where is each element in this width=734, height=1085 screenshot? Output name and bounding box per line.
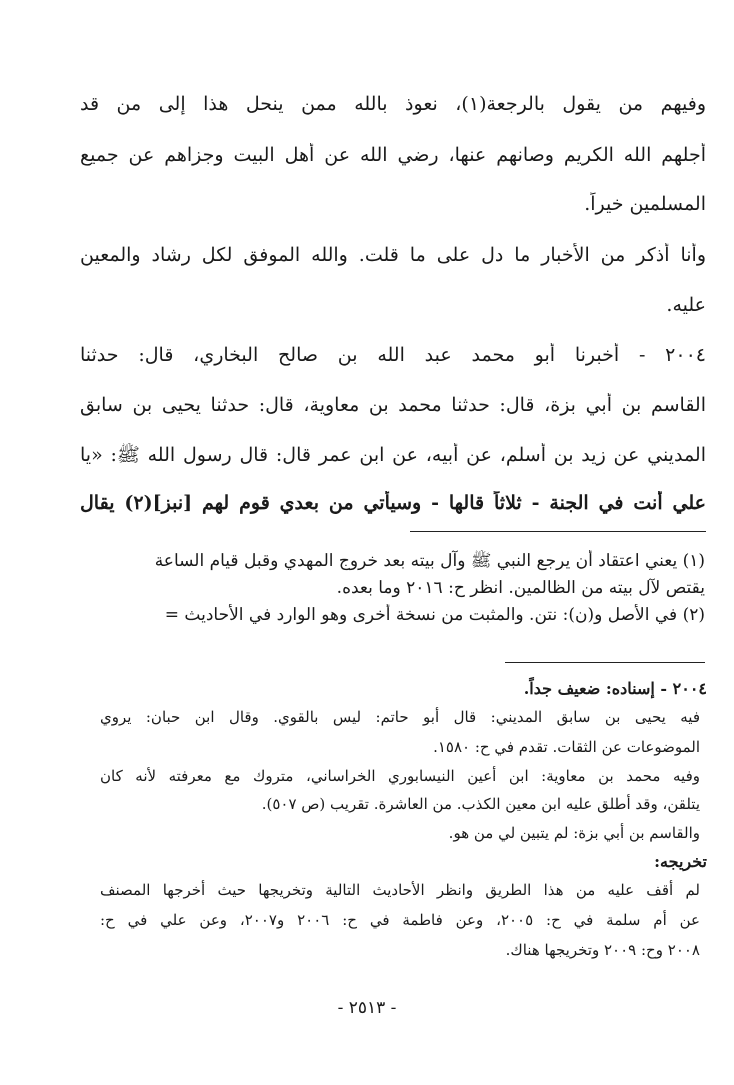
hadith-line-3: المديني عن زيد بن أسلم، عن أبيه، عن ابن عمر قال: قال رسول الله ﷺ: «يا (80, 444, 706, 466)
commentary-line-4: يتلقن، وقد أطلق عليه ابن معين الكذب. من العاشرة. تقريب (ص ٥٠٧). (261, 795, 700, 813)
commentary-line-3: وفيه محمد بن معاوية: ابن أعين النيسابوري الخراساني، متروك مع معرفته لأنه كان (100, 767, 700, 785)
takhrij-heading: تخريجه: (654, 852, 707, 871)
footnote-divider (410, 531, 706, 532)
commentary-line-2: الموضوعات عن الثقات. تقدم في ح: ١٥٨٠. (433, 738, 700, 756)
footnote-2: (٢) في الأصل و(ن): نتن. والمثبت من نسخة أخرى وهو الوارد في الأحاديث = (164, 605, 705, 625)
hadith-line-2: القاسم بن أبي بزة، قال: حدثنا محمد بن معاوية، قال: حدثنا يحيى بن سابق (80, 394, 706, 416)
takhrij-line-2: عن أم سلمة في ح: ٢٠٠٥، وعن فاطمة في ح: ٢٠٠٦ و٢٠٠٧، وعن علي في ح: (100, 911, 700, 929)
footnote-1: (١) يعني اعتقاد أن يرجع النبي ﷺ وآل بيته بعد خروج المهدي وقبل قيام الساعة (154, 551, 705, 571)
main-line-3: المسلمين خيراً. (584, 193, 706, 215)
hadith-line-4: علي أنت في الجنة - ثلاثاً قالها - وسيأتي من بعدي قوم لهم [نبز](٢) يقال (80, 492, 706, 514)
commentary-line-5: والقاسم بن أبي بزة: لم يتبين لي من هو. (448, 824, 700, 842)
commentary-line-1: فيه يحيى بن سابق المديني: قال أبو حاتم: ليس بالقوي. وقال ابن حبان: يروي (100, 708, 700, 726)
commentary-divider (505, 662, 705, 663)
hadith-line-1: ٢٠٠٤ - أخبرنا أبو محمد عبد الله بن صالح البخاري، قال: حدثنا (80, 344, 706, 366)
main-line-5: عليه. (666, 294, 706, 316)
footnote-1-cont: يقتص لآل بيته من الظالمين. انظر ح: ٢٠١٦ وما بعده. (336, 578, 705, 598)
page-number: - ٢٥١٣ - (337, 998, 397, 1018)
takhrij-line-1: لم أقف عليه من هذا الطريق وانظر الأحاديث التالية وتخريجها حيث أخرجها المصنف (100, 881, 700, 899)
isnad-heading: ٢٠٠٤ - إسناده: ضعيف جداً. (523, 679, 707, 698)
main-line-1: وفيهم من يقول بالرجعة(١)، نعوذ بالله ممن ينحل هذا إلى من قد (80, 93, 706, 115)
main-line-2: أجلهم الله الكريم وصانهم عنها، رضي الله عن أهل البيت وجزاهم عن جميع (80, 144, 706, 166)
takhrij-line-3: ٢٠٠٨ وح: ٢٠٠٩ وتخريجها هناك. (505, 941, 700, 959)
main-line-4: وأنا أذكر من الأخبار ما دل على ما قلت. والله الموفق لكل رشاد والمعين (80, 244, 706, 266)
